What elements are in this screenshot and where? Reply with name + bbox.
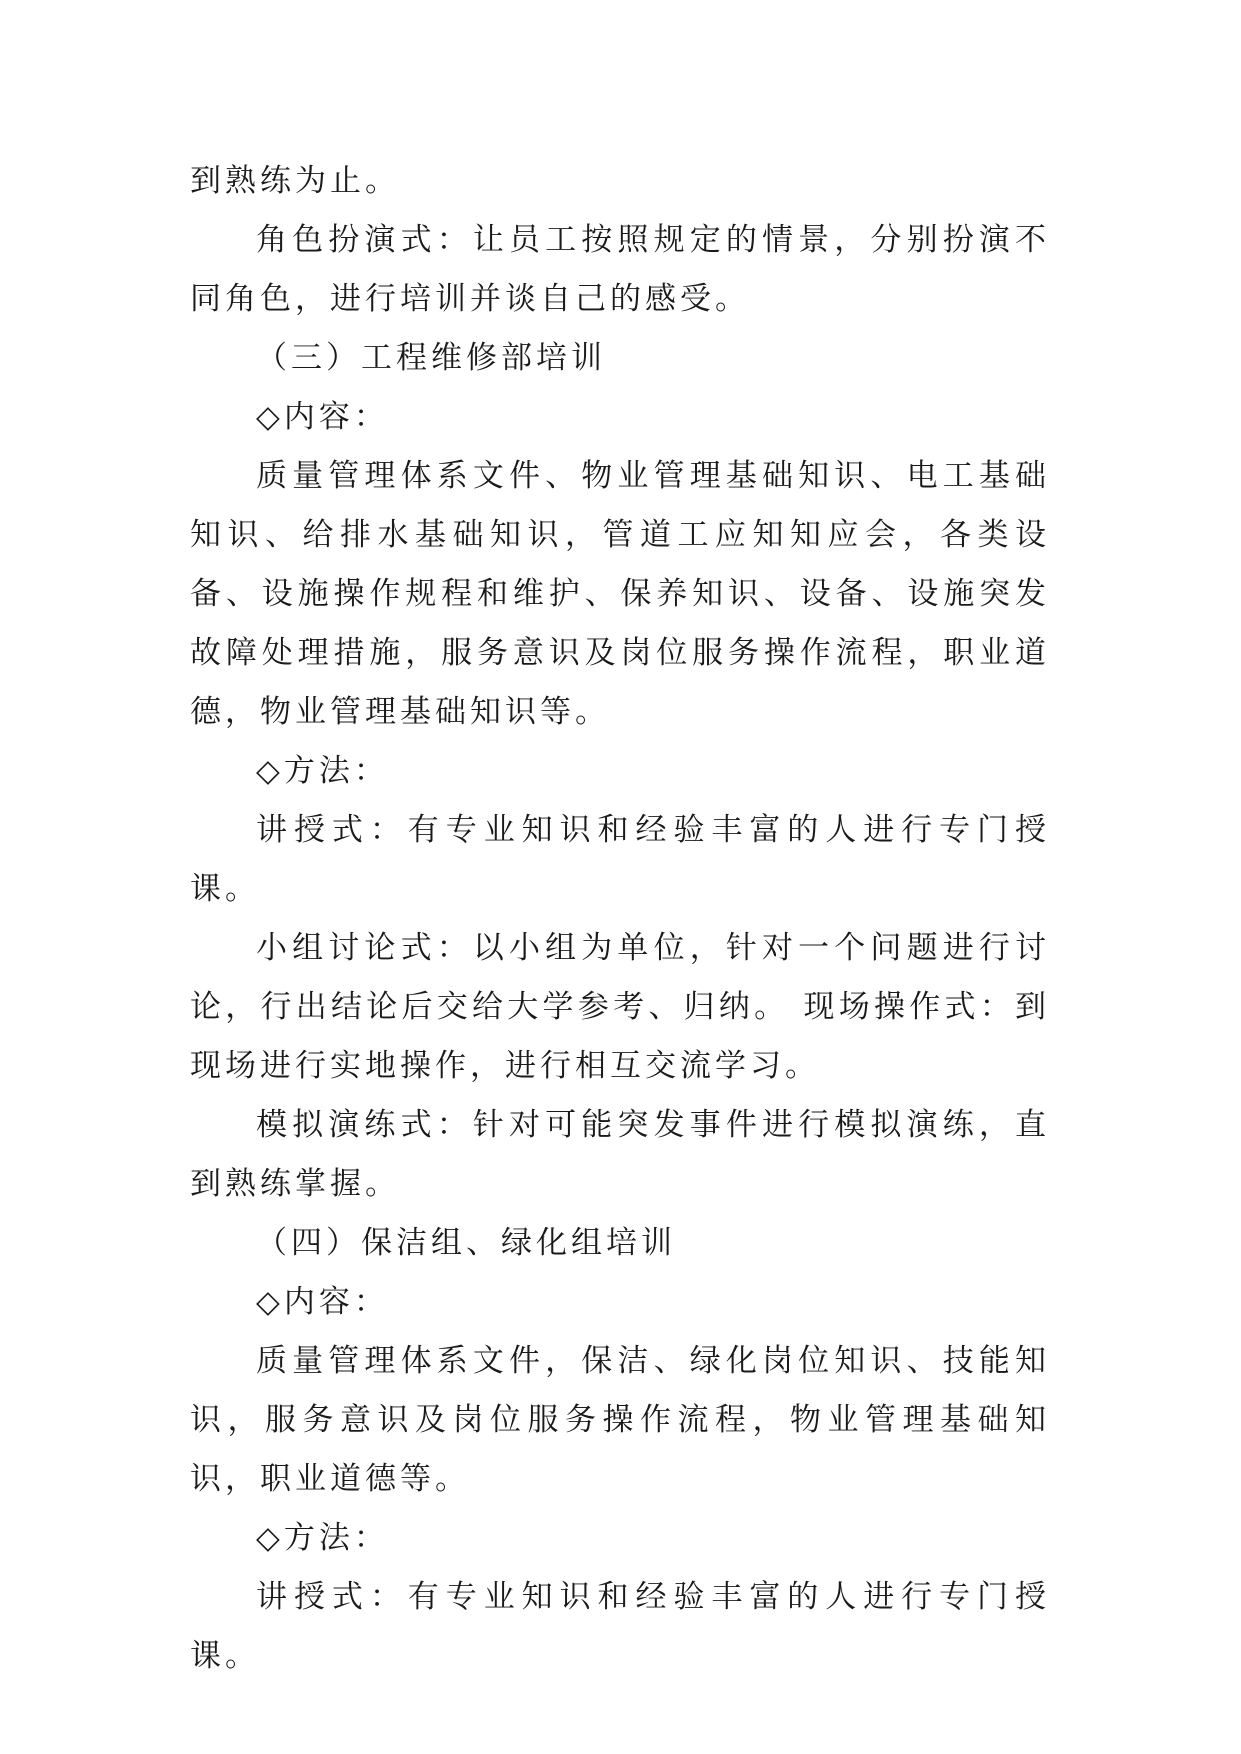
paragraph-role-play: 角色扮演式：让员工按照规定的情景，分别扮演不同角色，进行培训并谈自己的感受。 (190, 222, 1050, 317)
section-heading-engineering: （三）工程维修部培训 (256, 340, 606, 376)
paragraph-lecture: 讲授式：有专业知识和经验丰富的人进行专门授课。 (190, 812, 1050, 907)
paragraph-lecture: 讲授式：有专业知识和经验丰富的人进行专门授课。 (190, 1579, 1050, 1674)
section-heading-cleaning-greening: （四）保洁组、绿化组培训 (256, 1225, 676, 1261)
paragraph-continuation: 到熟练为止。 (190, 163, 400, 199)
method-label: ◇方法： (256, 753, 389, 789)
paragraph-simulation-drill: 模拟演练式：针对可能突发事件进行模拟演练，直到熟练掌握。 (190, 1107, 1050, 1202)
content-label: ◇内容： (256, 399, 389, 435)
document-body (190, 152, 1050, 1686)
paragraph-engineering-content: 质量管理体系文件、物业管理基础知识、电工基础知识、给排水基础知识，管道工应知知应会，各类设备、设施操作规程和维护、保养知识、设备、设施突发故障处理措施，服务意识及岗位服务操作流程，职业道德，物业管理基础知识等。 (190, 458, 1050, 730)
paragraph-group-discussion: 小组讨论式：以小组为单位，针对一个问题进行讨论，行出结论后交给大学参考、归纳。 现场操作式：到现场进行实地操作，进行相互交流学习。 (190, 930, 1050, 1084)
content-label: ◇内容： (256, 1284, 389, 1320)
method-label: ◇方法： (256, 1520, 389, 1556)
paragraph-cleaning-content: 质量管理体系文件，保洁、绿化岗位知识、技能知识，服务意识及岗位服务操作流程，物业管理基础知识，职业道德等。 (190, 1343, 1050, 1497)
